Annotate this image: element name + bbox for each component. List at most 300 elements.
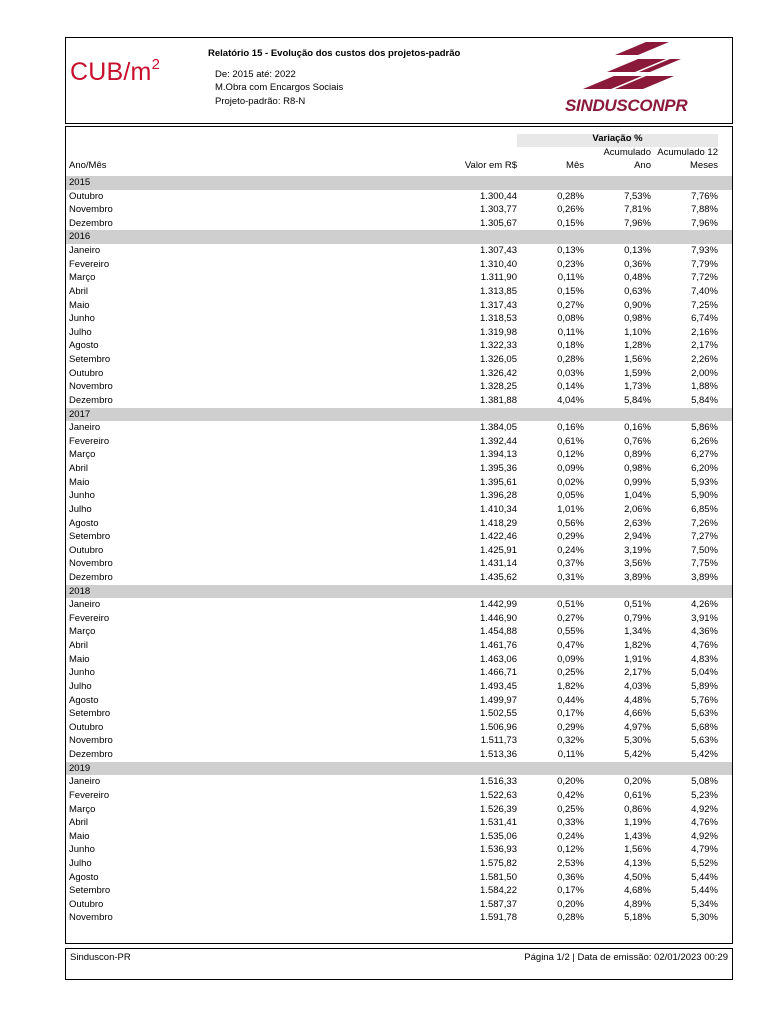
month-label: Agosto <box>69 871 99 883</box>
acum-12-cell: 5,44% <box>691 885 718 897</box>
month-label: Outubro <box>69 544 104 556</box>
mes-cell: 0,61% <box>557 435 584 447</box>
report-footer <box>65 948 733 980</box>
acum-12-cell: 6,26% <box>691 435 718 447</box>
valor-cell: 1.493,45 <box>480 680 517 692</box>
table-row <box>66 789 732 803</box>
acum-12-cell: 4,92% <box>691 803 718 815</box>
month-label: Outubro <box>69 190 104 202</box>
mes-cell: 0,15% <box>557 285 584 297</box>
month-label: Dezembro <box>69 217 113 229</box>
valor-cell: 1.311,90 <box>480 272 517 284</box>
acum-12-cell: 2,00% <box>691 367 718 379</box>
col-mes: Mês <box>566 160 584 171</box>
acum-12-cell: 6,27% <box>691 449 718 461</box>
table-row <box>66 557 732 571</box>
month-label: Fevereiro <box>69 612 110 624</box>
table-row <box>66 871 732 885</box>
valor-cell: 1.575,82 <box>480 858 517 869</box>
mes-cell: 0,09% <box>557 653 584 665</box>
mes-cell: 0,15% <box>557 217 584 229</box>
labor-type: M.Obra com Encargos Sociais <box>215 82 344 93</box>
acum-ano-cell: 4,68% <box>624 885 651 897</box>
mes-cell: 0,12% <box>557 449 584 461</box>
acum-ano-cell: 1,82% <box>624 640 651 652</box>
year-row <box>66 408 732 422</box>
table-row <box>66 271 732 285</box>
mes-cell: 0,20% <box>557 898 584 910</box>
table-row <box>66 190 732 204</box>
mes-cell: 0,02% <box>557 476 584 488</box>
year-label: 2019 <box>69 762 91 774</box>
acum-12-cell: 2,26% <box>691 354 718 366</box>
table-row <box>66 435 732 449</box>
valor-cell: 1.395,61 <box>480 476 517 488</box>
acum-ano-cell: 0,36% <box>624 258 651 270</box>
month-label: Julho <box>69 858 92 869</box>
table-row <box>66 394 732 408</box>
mes-cell: 0,37% <box>557 558 584 570</box>
mes-cell: 0,09% <box>557 463 584 475</box>
month-label: Outubro <box>69 898 104 910</box>
acum-ano-cell: 3,56% <box>624 558 651 570</box>
valor-cell: 1.463,06 <box>480 653 517 665</box>
acum-ano-cell: 7,96% <box>624 217 651 229</box>
acum-ano-cell: 5,84% <box>624 394 651 406</box>
acum-ano-cell: 0,48% <box>624 272 651 284</box>
table-row <box>66 680 732 694</box>
valor-cell: 1.422,46 <box>480 531 517 543</box>
acum-12-cell: 5,30% <box>691 912 718 924</box>
valor-cell: 1.395,36 <box>480 463 517 475</box>
valor-cell: 1.326,42 <box>480 367 517 379</box>
table-row <box>66 503 732 517</box>
acum-12-cell: 5,86% <box>691 422 718 434</box>
month-label: Abril <box>69 640 89 652</box>
month-label: Setembro <box>69 354 111 366</box>
acum-12-cell: 7,72% <box>691 272 718 284</box>
table-row <box>66 530 732 544</box>
mes-cell: 0,29% <box>557 531 584 543</box>
mes-cell: 0,44% <box>557 694 584 706</box>
mes-cell: 0,32% <box>557 735 584 747</box>
valor-cell: 1.466,71 <box>480 667 517 679</box>
valor-cell: 1.418,29 <box>480 517 517 529</box>
table-row <box>66 203 732 217</box>
month-label: Março <box>69 449 96 461</box>
table-row <box>66 244 732 258</box>
acum-12-cell: 7,79% <box>691 258 718 270</box>
year-label: 2015 <box>69 177 91 188</box>
table-row <box>66 353 732 367</box>
acum-12-cell: 7,27% <box>691 531 718 543</box>
acum-12-cell: 5,34% <box>691 898 718 910</box>
mes-cell: 2,53% <box>557 858 584 869</box>
mes-cell: 0,05% <box>557 490 584 502</box>
acum-12-cell: 4,26% <box>691 599 718 611</box>
valor-cell: 1.442,99 <box>480 599 517 611</box>
report-header <box>65 37 733 124</box>
col-ano-mes: Ano/Mês <box>69 160 107 171</box>
year-label: 2016 <box>69 231 91 243</box>
col-acum12-line1: Acumulado 12 <box>657 147 718 158</box>
table-row <box>66 666 732 680</box>
acum-ano-cell: 0,86% <box>624 803 651 815</box>
mes-cell: 0,36% <box>557 871 584 883</box>
acum-ano-cell: 4,03% <box>624 680 651 692</box>
footer-page-info: Página 1/2 | Data de emissão: 02/01/2023 00:29 <box>524 952 728 963</box>
acum-ano-cell: 3,89% <box>624 571 651 583</box>
acum-ano-cell: 1,56% <box>624 354 651 366</box>
valor-cell: 1.384,05 <box>480 422 517 434</box>
acum-ano-cell: 5,30% <box>624 735 651 747</box>
valor-cell: 1.435,62 <box>480 571 517 583</box>
table-row <box>66 625 732 639</box>
cub-superscript: 2 <box>151 56 161 73</box>
month-label: Julho <box>69 680 92 692</box>
mes-cell: 0,11% <box>557 326 584 338</box>
mes-cell: 1,01% <box>557 503 584 515</box>
acum-ano-cell: 1,10% <box>624 326 651 338</box>
mes-cell: 0,18% <box>557 340 584 352</box>
variacao-header: Variação % <box>592 133 643 144</box>
mes-cell: 0,23% <box>557 258 584 270</box>
acum-ano-cell: 4,50% <box>624 871 651 883</box>
acum-12-cell: 5,68% <box>691 721 718 733</box>
mes-cell: 0,28% <box>557 912 584 924</box>
acum-ano-cell: 4,97% <box>624 721 651 733</box>
month-label: Setembro <box>69 885 111 897</box>
month-label: Junho <box>69 313 95 325</box>
acum-12-cell: 5,76% <box>691 694 718 706</box>
valor-cell: 1.535,06 <box>480 830 517 842</box>
mes-cell: 0,14% <box>557 381 584 393</box>
valor-cell: 1.446,90 <box>480 612 517 624</box>
table-row <box>66 448 732 462</box>
valor-cell: 1.591,78 <box>480 912 517 924</box>
table-row <box>66 380 732 394</box>
mes-cell: 0,11% <box>557 272 584 284</box>
year-row <box>66 176 732 190</box>
mes-cell: 0,24% <box>557 830 584 842</box>
table-row <box>66 462 732 476</box>
sinduscon-logo-text: SINDUSCONPR <box>565 96 688 115</box>
acum-ano-cell: 0,76% <box>624 435 651 447</box>
valor-cell: 1.394,13 <box>480 449 517 461</box>
acum-ano-cell: 0,61% <box>624 789 651 801</box>
table-row <box>66 517 732 531</box>
acum-ano-cell: 1,34% <box>624 626 651 638</box>
acum-ano-cell: 1,28% <box>624 340 651 352</box>
table-row <box>66 639 732 653</box>
table-row <box>66 843 732 857</box>
cub-title: CUB/$m^2$ <box>70 56 161 86</box>
valor-cell: 1.318,53 <box>480 313 517 325</box>
valor-cell: 1.454,88 <box>480 626 517 638</box>
valor-cell: 1.303,77 <box>480 204 517 216</box>
acum-12-cell: 5,52% <box>691 858 718 869</box>
mes-cell: 0,51% <box>557 599 584 611</box>
valor-cell: 1.425,91 <box>480 544 517 556</box>
acum-ano-cell: 0,79% <box>624 612 651 624</box>
month-label: Novembro <box>69 381 113 393</box>
valor-cell: 1.392,44 <box>480 435 517 447</box>
month-label: Março <box>69 272 96 284</box>
mes-cell: 0,25% <box>557 667 584 679</box>
acum-12-cell: 7,76% <box>691 190 718 202</box>
acum-12-cell: 5,44% <box>691 871 718 883</box>
valor-cell: 1.581,50 <box>480 871 517 883</box>
acum-12-cell: 5,23% <box>691 789 718 801</box>
mes-cell: 0,13% <box>557 245 584 257</box>
acum-ano-cell: 1,59% <box>624 367 651 379</box>
acum-ano-cell: 1,19% <box>624 817 651 829</box>
mes-cell: 0,08% <box>557 313 584 325</box>
mes-cell: 0,11% <box>557 749 584 761</box>
acum-ano-cell: 4,48% <box>624 694 651 706</box>
year-row <box>66 585 732 599</box>
month-label: Julho <box>69 326 92 338</box>
col-acumano-line2: Ano <box>634 160 651 171</box>
mes-cell: 4,04% <box>557 394 584 406</box>
table-row <box>66 721 732 735</box>
acum-12-cell: 2,16% <box>691 326 718 338</box>
month-label: Fevereiro <box>69 258 110 270</box>
mes-cell: 0,29% <box>557 721 584 733</box>
mes-cell: 0,28% <box>557 354 584 366</box>
month-label: Maio <box>69 653 90 665</box>
table-row <box>66 217 732 231</box>
table-row <box>66 312 732 326</box>
month-label: Fevereiro <box>69 435 110 447</box>
valor-cell: 1.300,44 <box>480 190 517 202</box>
valor-cell: 1.307,43 <box>480 245 517 257</box>
month-label: Novembro <box>69 204 113 216</box>
acum-12-cell: 5,08% <box>691 776 718 788</box>
acum-12-cell: 5,89% <box>691 680 718 692</box>
table-row <box>66 748 732 762</box>
acum-ano-cell: 0,99% <box>624 476 651 488</box>
col-valor: Valor em R$ <box>464 160 517 171</box>
col-acum12-line2: Meses <box>690 160 718 171</box>
year-label: 2018 <box>69 585 91 597</box>
month-label: Agosto <box>69 340 99 352</box>
month-label: Junho <box>69 844 95 856</box>
acum-12-cell: 2,17% <box>691 340 718 352</box>
table-row <box>66 285 732 299</box>
valor-cell: 1.531,41 <box>480 817 517 829</box>
mes-cell: 0,24% <box>557 544 584 556</box>
acum-ano-cell: 3,19% <box>624 544 651 556</box>
mes-cell: 0,42% <box>557 789 584 801</box>
acum-ano-cell: 0,98% <box>624 463 651 475</box>
month-label: Janeiro <box>69 599 101 611</box>
acum-ano-cell: 5,42% <box>624 749 651 761</box>
valor-cell: 1.319,98 <box>480 326 517 338</box>
valor-cell: 1.381,88 <box>480 394 517 406</box>
acum-12-cell: 6,74% <box>691 313 718 325</box>
month-label: Outubro <box>69 367 104 379</box>
table-row <box>66 326 732 340</box>
table-row <box>66 694 732 708</box>
valor-cell: 1.511,73 <box>480 735 517 747</box>
acum-12-cell: 5,63% <box>691 735 718 747</box>
project-standard: Projeto-padrão: R8-N <box>215 96 306 107</box>
acum-12-cell: 7,88% <box>691 204 718 216</box>
month-label: Julho <box>69 503 92 515</box>
table-row <box>66 653 732 667</box>
valor-cell: 1.502,55 <box>480 708 517 720</box>
table-row <box>66 598 732 612</box>
acum-12-cell: 7,25% <box>691 299 718 311</box>
mes-cell: 0,56% <box>557 517 584 529</box>
valor-cell: 1.326,05 <box>480 354 517 366</box>
acum-12-cell: 5,63% <box>691 708 718 720</box>
table-row <box>66 544 732 558</box>
mes-cell: 0,26% <box>557 204 584 216</box>
acum-ano-cell: 0,98% <box>624 313 651 325</box>
acum-ano-cell: 4,13% <box>624 858 651 869</box>
month-label: Novembro <box>69 558 113 570</box>
table-row <box>66 775 732 789</box>
acum-ano-cell: 0,89% <box>624 449 651 461</box>
valor-cell: 1.526,39 <box>480 803 517 815</box>
table-row <box>66 612 732 626</box>
acum-12-cell: 5,90% <box>691 490 718 502</box>
acum-ano-cell: 4,66% <box>624 708 651 720</box>
month-label: Dezembro <box>69 394 113 406</box>
table-row <box>66 421 732 435</box>
acum-12-cell: 4,79% <box>691 844 718 856</box>
valor-cell: 1.516,33 <box>480 776 517 788</box>
mes-cell: 0,27% <box>557 299 584 311</box>
mes-cell: 0,20% <box>557 776 584 788</box>
valor-cell: 1.305,67 <box>480 217 517 229</box>
month-label: Novembro <box>69 912 113 924</box>
table-row <box>66 571 732 585</box>
mes-cell: 1,82% <box>557 680 584 692</box>
table-row <box>66 898 732 912</box>
table-row <box>66 476 732 490</box>
acum-ano-cell: 7,53% <box>624 190 651 202</box>
month-label: Dezembro <box>69 571 113 583</box>
valor-cell: 1.461,76 <box>480 640 517 652</box>
month-label: Maio <box>69 830 90 842</box>
month-label: Novembro <box>69 735 113 747</box>
valor-cell: 1.536,93 <box>480 844 517 856</box>
month-label: Fevereiro <box>69 789 110 801</box>
acum-12-cell: 4,36% <box>691 626 718 638</box>
table-row <box>66 911 732 925</box>
mes-cell: 0,28% <box>557 190 584 202</box>
table-row <box>66 884 732 898</box>
month-label: Outubro <box>69 721 104 733</box>
acum-12-cell: 7,26% <box>691 517 718 529</box>
month-label: Junho <box>69 667 95 679</box>
footer-org: Sinduscon-PR <box>70 952 131 963</box>
year-label: 2017 <box>69 408 91 420</box>
acum-ano-cell: 2,17% <box>624 667 651 679</box>
valor-cell: 1.410,34 <box>480 503 517 515</box>
valor-cell: 1.513,36 <box>480 749 517 761</box>
acum-ano-cell: 0,63% <box>624 285 651 297</box>
acum-12-cell: 7,50% <box>691 544 718 556</box>
acum-12-cell: 7,40% <box>691 285 718 297</box>
acum-ano-cell: 0,51% <box>624 599 651 611</box>
acum-12-cell: 5,04% <box>691 667 718 679</box>
valor-cell: 1.328,25 <box>480 381 517 393</box>
mes-cell: 0,55% <box>557 626 584 638</box>
month-label: Março <box>69 803 96 815</box>
period-range: De: 2015 até: 2022 <box>215 69 296 80</box>
mes-cell: 0,03% <box>557 367 584 379</box>
table-row <box>66 339 732 353</box>
valor-cell: 1.522,63 <box>480 789 517 801</box>
table-row <box>66 734 732 748</box>
report-title: Relatório 15 - Evolução dos custos dos projetos-padrão <box>208 48 461 59</box>
acum-12-cell: 6,85% <box>691 503 718 515</box>
month-label: Janeiro <box>69 422 101 434</box>
acum-ano-cell: 0,20% <box>624 776 651 788</box>
table-row <box>66 803 732 817</box>
valor-cell: 1.322,33 <box>480 340 517 352</box>
valor-cell: 1.396,28 <box>480 490 517 502</box>
month-label: Maio <box>69 299 90 311</box>
acum-12-cell: 4,92% <box>691 830 718 842</box>
month-label: Abril <box>69 285 89 297</box>
table-row <box>66 857 732 871</box>
valor-cell: 1.587,37 <box>480 898 517 910</box>
month-label: Junho <box>69 490 95 502</box>
acum-12-cell: 7,75% <box>691 558 718 570</box>
acum-ano-cell: 0,13% <box>624 245 651 257</box>
acum-ano-cell: 0,16% <box>624 422 651 434</box>
table-row <box>66 707 732 721</box>
mes-cell: 0,27% <box>557 612 584 624</box>
table-row <box>66 816 732 830</box>
col-acumano-line1: Acumulado <box>603 147 651 158</box>
acum-ano-cell: 0,90% <box>624 299 651 311</box>
acum-12-cell: 5,42% <box>691 749 718 761</box>
month-label: Abril <box>69 463 89 475</box>
table-row <box>66 258 732 272</box>
mes-cell: 0,17% <box>557 885 584 897</box>
acum-ano-cell: 1,43% <box>624 830 651 842</box>
table-row <box>66 489 732 503</box>
acum-12-cell: 6,20% <box>691 463 718 475</box>
table-row <box>66 830 732 844</box>
mes-cell: 0,25% <box>557 803 584 815</box>
month-label: Dezembro <box>69 749 113 761</box>
valor-cell: 1.584,22 <box>480 885 517 897</box>
acum-12-cell: 5,93% <box>691 476 718 488</box>
acum-ano-cell: 2,94% <box>624 531 651 543</box>
mes-cell: 0,17% <box>557 708 584 720</box>
month-label: Maio <box>69 476 90 488</box>
acum-12-cell: 7,96% <box>691 217 718 229</box>
acum-12-cell: 4,76% <box>691 817 718 829</box>
acum-ano-cell: 5,18% <box>624 912 651 924</box>
acum-12-cell: 4,76% <box>691 640 718 652</box>
mes-cell: 0,12% <box>557 844 584 856</box>
month-label: Setembro <box>69 531 111 543</box>
acum-ano-cell: 1,56% <box>624 844 651 856</box>
acum-ano-cell: 2,63% <box>624 517 651 529</box>
valor-cell: 1.313,85 <box>480 285 517 297</box>
acum-12-cell: 5,84% <box>691 394 718 406</box>
table-row <box>66 367 732 381</box>
acum-ano-cell: 2,06% <box>624 503 651 515</box>
